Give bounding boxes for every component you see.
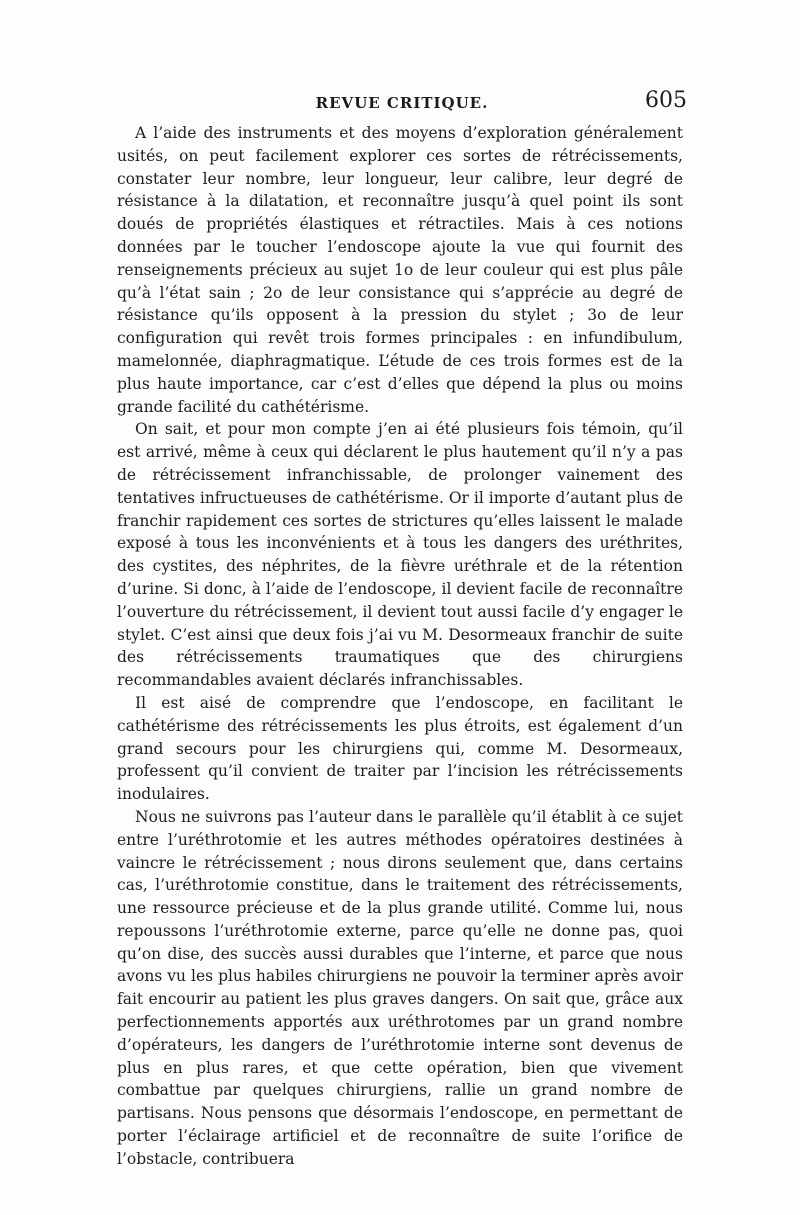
page-number: 605 bbox=[645, 88, 687, 113]
paragraph-4: Nous ne suivrons pas l’auteur dans le parallèle qu’il établit à ce sujet entre l’uréthrotomie et les autres méthodes opératoires destinées à vaincre le rétrécissement ; nous dirons seulement que, dans certains cas, l’uréthrotomie constitue, dans le traitement des rétrécissements, une ressource précieuse et de la plus grande utilité. Comme lui, nous repoussons l’uréthrotomie externe, parce qu’elle ne donne pas, quoi qu’on dise, des succès aussi durables que l’interne, et parce que nous avons vu les plus habiles chirurgiens ne pouvoir la terminer après avoir fait encourir au patient les plus graves dangers. On sait que, grâce aux perfectionnements apportés aux uréthrotomes par un grand nombre d’opérateurs, les dangers de l’uréthrotomie interne sont devenus de plus en plus rares, et que cette opération, bien que vivement combattue par quelques chirurgiens, rallie un grand nombre de partisans. Nous pensons que désormais l’endoscope, en permettant de porter l’éclairage artificiel et de reconnaître de suite l’orifice de l’obstacle, contribuera bbox=[117, 807, 683, 1168]
page-header bbox=[117, 88, 687, 120]
running-title: REVUE CRITIQUE. bbox=[315, 94, 489, 112]
paragraph-1: A l’aide des instruments et des moyens d’exploration généralement usités, on peut facilement explorer ces sortes de rétrécissements, constater leur nombre, leur longueur, leur calibre, leur degré de résistance à la dilatation, et reconnaître jusqu’à quel point ils sont doués de propriétés élastiques et rétractiles. Mais à ces notions données par le toucher l’endoscope ajoute la vue qui fournit des renseignements précieux au sujet 1o de leur couleur qui est plus pâle qu’à l’état sain ; 2o de leur consistance qui s’apprécie au degré de résistance qu’ils opposent à la pression du stylet ; 3o de leur configuration qui revêt trois formes principales : en infundibulum, mamelonnée, diaphragmatique. L’étude de ces trois formes est de la plus haute importance, car c’est d’elles que dépend la plus ou moins grande facilité du cathétérisme. bbox=[117, 124, 683, 416]
paragraph-3: Il est aisé de comprendre que l’endoscope, en facilitant le cathétérisme des rétrécissements les plus étroits, est également d’un grand secours pour les chirurgiens qui, comme M. Desormeaux, professent qu’il convient de traiter par l’incision les rétrécissements inodulaires. bbox=[117, 693, 683, 804]
paragraph-2: On sait, et pour mon compte j’en ai été plusieurs fois témoin, qu’il est arrivé, même à ceux qui déclarent le plus hautement qu’il n’y a pas de rétrécissement infranchissable, de prolonger vainement des tentatives infructueuses de cathétérisme. Or il importe d’autant plus de franchir rapidement ces sortes de strictures qu’elles laissent le malade exposé à tous les inconvénients et à tous les dangers des uréthrites, des cystites, des néphrites, de la fièvre uréthrale et de la rétention d’urine. Si donc, à l’aide de l’endoscope, il devient facile de reconnaître l’ouverture du rétrécissement, il devient tout aussi facile d’y engager le stylet. C’est ainsi que deux fois j’ai vu M. Desormeaux franchir de suite des rétrécissements traumatiques que des chirurgiens recommandables avaient déclarés infranchissables. bbox=[117, 420, 683, 690]
body-text bbox=[117, 122, 683, 1171]
